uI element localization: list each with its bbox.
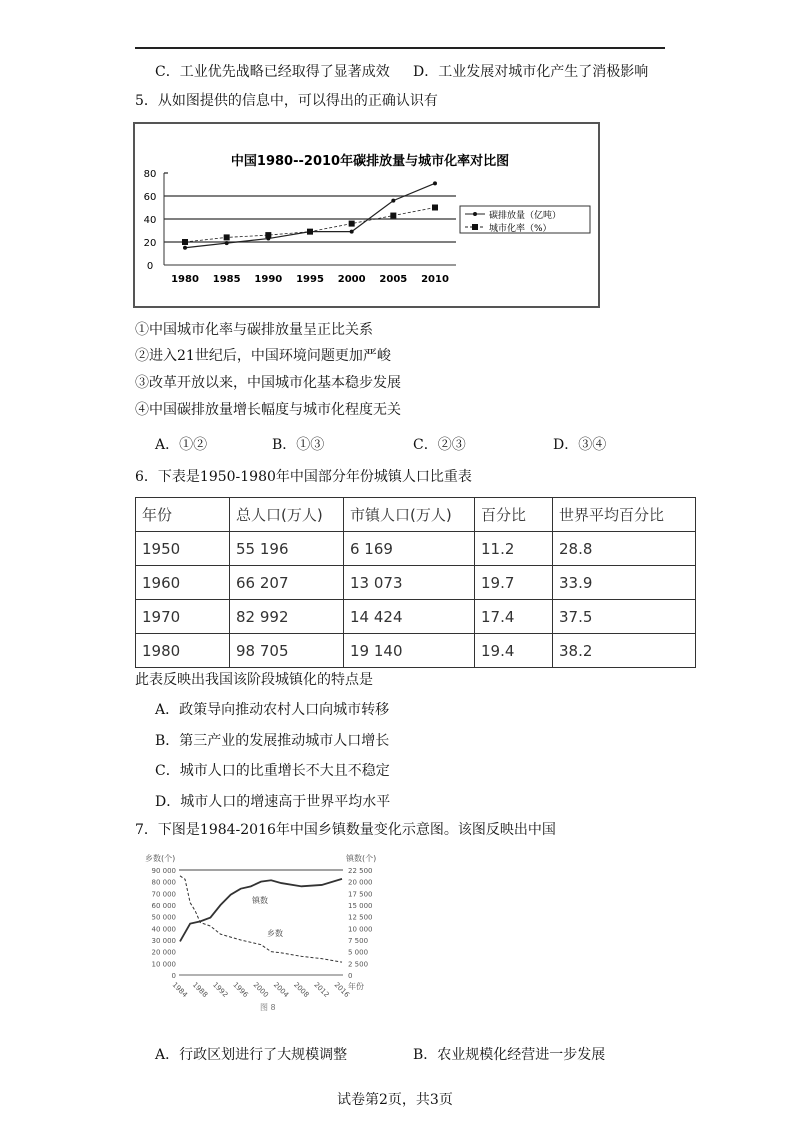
left-tick-label: 90 000 [151,867,176,875]
table-row [136,532,696,566]
x-axis-label: 年份 [348,982,364,991]
option-d: D．工业发展对城市化产生了消极影响 [413,64,649,80]
cell: 33.9 [553,566,696,600]
x-tick-label: 2004 [271,980,291,1000]
cell: 1950 [136,532,230,566]
x-tick-label: 2010 [421,274,449,285]
q6-stem: 6．下表是1950-1980年中国部分年份城镇人口比重表 [135,469,472,485]
cell: 6 169 [344,532,475,566]
right-tick-label: 0 [348,972,353,980]
left-tick-label: 70 000 [151,890,176,899]
left-tick-label: 50 000 [151,913,176,922]
data-point [182,239,188,245]
header-cell: 百分比 [475,498,553,532]
page-footer: 试卷第2页，共3页 [337,1092,453,1108]
cell: 37.5 [553,600,696,634]
x-tick-label: 1988 [190,980,210,1000]
data-point [350,230,354,234]
q7-stem: 7．下图是1984-2016年中国乡镇数量变化示意图。该图反映出中国 [135,822,556,838]
y-tick-label: 20 [143,238,157,249]
q7-option-a: A．行政区划进行了大规模调整 [155,1047,348,1063]
q6-option-a: A．政策导向推动农村人口向城市转移 [155,702,390,718]
q5-option-c: C．②③ [413,437,466,453]
left-axis-label: 乡数(个) [145,854,176,863]
legend-marker [472,224,478,230]
x-tick-label: 1985 [212,274,241,285]
x-tick-label: 1996 [231,980,250,1000]
cell: 17.4 [475,600,553,634]
cell: 13 073 [344,566,475,600]
q6-option-c: C．城市人口的比重增长不大且不稳定 [155,763,390,779]
x-tick-label: 1984 [170,980,189,1000]
right-tick-label: 5 000 [348,948,369,957]
series-label: 镇数 [252,896,268,905]
table-row [136,600,696,634]
right-tick-label: 20 000 [348,878,373,887]
q6-option-d: D．城市人口的增速高于世界平均水平 [155,794,391,810]
data-point [391,199,395,203]
left-tick-label: 30 000 [151,937,176,945]
x-tick-label: 2012 [312,980,331,1000]
q7-option-b: B．农业规模化经营进一步发展 [413,1047,606,1063]
q5-option-b: B．①③ [272,437,325,453]
x-tick-label: 1980 [171,274,199,285]
cell: 55 196 [230,532,344,566]
data-point [265,232,271,238]
table-header-row [136,498,696,532]
statement-3: ③改革开放以来，中国城市化基本稳步发展 [135,375,401,391]
right-axis-label: 镇数(个) [346,854,377,863]
y-tick-label: 80 [143,169,157,180]
right-tick-label: 7 500 [348,937,369,945]
data-point [307,229,313,235]
x-tick-label: 2000 [251,980,270,1000]
chart1-title: 中国1980--2010年碳排放量与城市化率对比图 [230,154,510,169]
x-tick-label: 2008 [292,980,311,1000]
x-tick-label: 1990 [254,274,283,285]
data-point [390,213,396,219]
legend-label: 碳排放量（亿吨） [489,211,562,221]
statement-4: ④中国碳排放量增长幅度与城市化程度无关 [135,402,401,418]
cell: 19 140 [344,634,475,668]
right-tick-label: 22 500 [348,867,373,875]
legend-label: 城市化率（%） [489,224,552,234]
left-tick-label: 10 000 [151,960,176,969]
chart2 [0,840,800,1030]
cell: 82 992 [230,600,344,634]
table-row [136,634,696,668]
series-line-镇数 [180,879,342,942]
left-tick-label: 60 000 [151,902,176,910]
header-cell: 市镇人口(万人) [344,498,475,532]
series-line-1 [185,208,435,243]
q6-prompt: 此表反映出我国该阶段城镇化的特点是 [135,672,373,688]
cell: 98 705 [230,634,344,668]
header-cell: 总人口(万人) [230,498,344,532]
q6-option-b: B．第三产业的发展推动城市人口增长 [155,733,390,749]
statement-2: ②进入21世纪后，中国环境问题更加严峻 [135,348,391,364]
cell: 11.2 [475,532,553,566]
right-tick-label: 15 000 [348,902,373,910]
left-tick-label: 80 000 [151,878,176,887]
x-tick-label: 2000 [337,274,366,285]
legend-marker [473,212,477,216]
figure-caption: 图 8 [260,1003,276,1012]
table-row [136,566,696,600]
left-tick-label: 40 000 [151,925,176,934]
data-point [183,246,187,250]
q5-option-a: A．①② [155,437,208,453]
q5-option-d: D．③④ [553,437,607,453]
statement-1: ①中国城市化率与碳排放量呈正比关系 [135,322,373,338]
header-cell: 年份 [136,498,230,532]
data-point [225,241,229,245]
left-tick-label: 20 000 [151,948,176,957]
right-tick-label: 2 500 [348,960,369,969]
cell: 14 424 [344,600,475,634]
right-tick-label: 17 500 [348,890,373,899]
right-tick-label: 10 000 [348,925,373,934]
cell: 19.7 [475,566,553,600]
cell: 38.2 [553,634,696,668]
series-label: 乡数 [267,929,283,938]
cell: 1960 [136,566,230,600]
data-point [433,181,437,185]
cell: 19.4 [475,634,553,668]
y-tick-label: 40 [143,215,157,226]
y-tick-label: 60 [143,192,157,203]
cell: 1980 [136,634,230,668]
q5-stem: 5．从如图提供的信息中，可以得出的正确认识有 [135,93,438,109]
header-cell: 世界平均百分比 [553,498,696,532]
cell: 66 207 [230,566,344,600]
data-point [349,221,355,227]
y-tick-label: 0 [146,261,154,272]
cell: 28.8 [553,532,696,566]
chart1 [0,0,800,320]
left-tick-label: 0 [171,972,176,980]
data-point [432,205,438,211]
x-tick-label: 2016 [332,980,351,1000]
option-c: C．工业优先战略已经取得了显著成效 [155,64,390,80]
x-tick-label: 2005 [379,274,408,285]
right-tick-label: 12 500 [348,913,373,922]
x-tick-label: 1992 [211,980,230,1000]
cell: 1970 [136,600,230,634]
x-tick-label: 1995 [296,274,324,285]
population-table [135,497,696,668]
data-point [224,234,230,240]
